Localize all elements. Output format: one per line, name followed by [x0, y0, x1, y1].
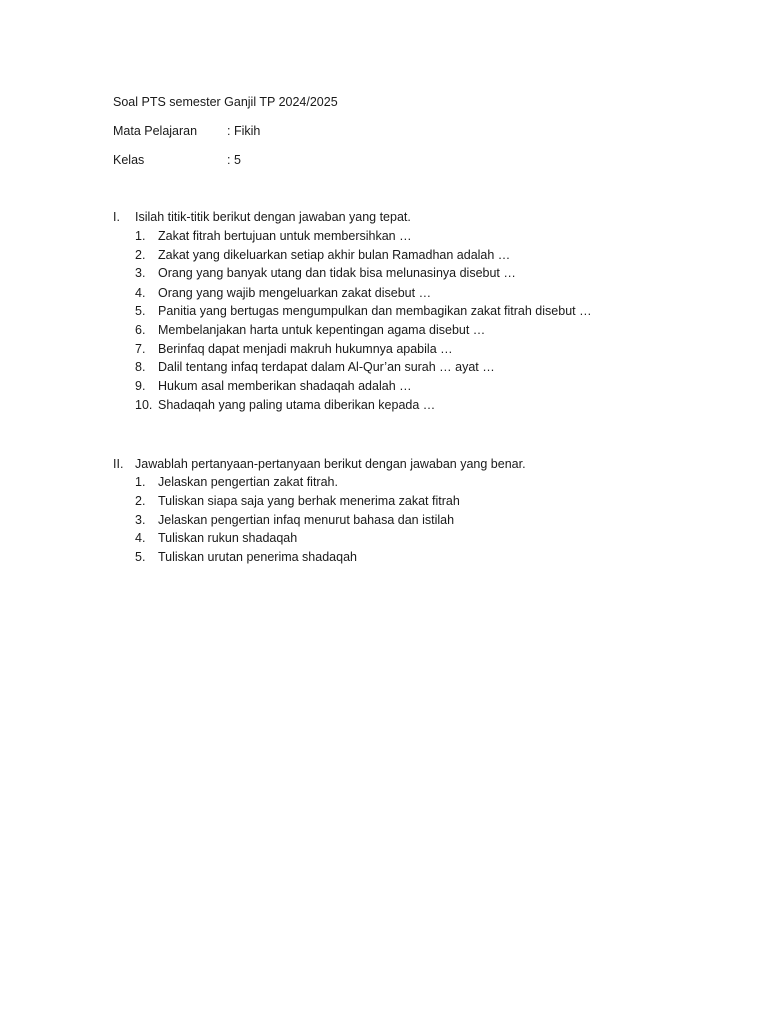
question-number: 3. [135, 513, 146, 527]
question-number: 6. [135, 323, 146, 337]
question-text: Tuliskan urutan penerima shadaqah [158, 550, 357, 564]
question-text: Tuliskan rukun shadaqah [158, 531, 298, 545]
question-number: 1. [135, 229, 146, 243]
question-text: Jelaskan pengertian infaq menurut bahasa dan istilah [158, 513, 455, 527]
question-number: 4. [135, 531, 146, 545]
question-number: 5. [135, 550, 146, 564]
section-2-numeral: II. [113, 457, 124, 471]
question-text: Zakat yang dikeluarkan setiap akhir bulan Ramadhan adalah … [158, 248, 511, 262]
question-text: Membelanjakan harta untuk kepentingan agama disebut … [158, 323, 486, 337]
document-title: Soal PTS semester Ganjil TP 2024/2025 [113, 95, 338, 109]
subject-row [113, 123, 260, 139]
question-number: 2. [135, 248, 146, 262]
question-number: 3. [135, 266, 146, 280]
question-text: Berinfaq dapat menjadi makruh hukumnya apabila … [158, 342, 453, 356]
subject-value: : Fikih [227, 124, 261, 138]
question-number: 1. [135, 475, 146, 489]
class-label: Kelas [113, 153, 145, 167]
class-value: : 5 [227, 153, 241, 167]
question-text: Orang yang wajib mengeluarkan zakat disebut … [158, 286, 432, 300]
question-text: Dalil tentang infaq terdapat dalam Al-Qur’an surah … ayat … [158, 360, 495, 374]
section-2-instruction: Jawablah pertanyaan-pertanyaan berikut dengan jawaban yang benar. [135, 457, 526, 471]
section-1-numeral: I. [113, 210, 120, 224]
question-number: 5. [135, 304, 146, 318]
question-text: Panitia yang bertugas mengumpulkan dan membagikan zakat fitrah disebut … [158, 304, 592, 318]
question-number: 8. [135, 360, 146, 374]
subject-label: Mata Pelajaran [113, 124, 198, 138]
question-text: Jelaskan pengertian zakat fitrah. [158, 475, 338, 489]
question-text: Hukum asal memberikan shadaqah adalah … [158, 379, 412, 393]
question-text: Shadaqah yang paling utama diberikan kepada … [158, 398, 436, 412]
question-text: Tuliskan siapa saja yang berhak menerima zakat fitrah [158, 494, 460, 508]
question-text: Orang yang banyak utang dan tidak bisa melunasinya disebut … [158, 266, 516, 280]
question-text: Zakat fitrah bertujuan untuk membersihkan … [158, 229, 412, 243]
question-number: 2. [135, 494, 146, 508]
question-number: 4. [135, 286, 146, 300]
section-1-instruction: Isilah titik-titik berikut dengan jawaban yang tepat. [135, 210, 411, 224]
question-number: 7. [135, 342, 146, 356]
class-row [113, 152, 241, 168]
question-number: 10. [135, 398, 153, 412]
question-number: 9. [135, 379, 146, 393]
